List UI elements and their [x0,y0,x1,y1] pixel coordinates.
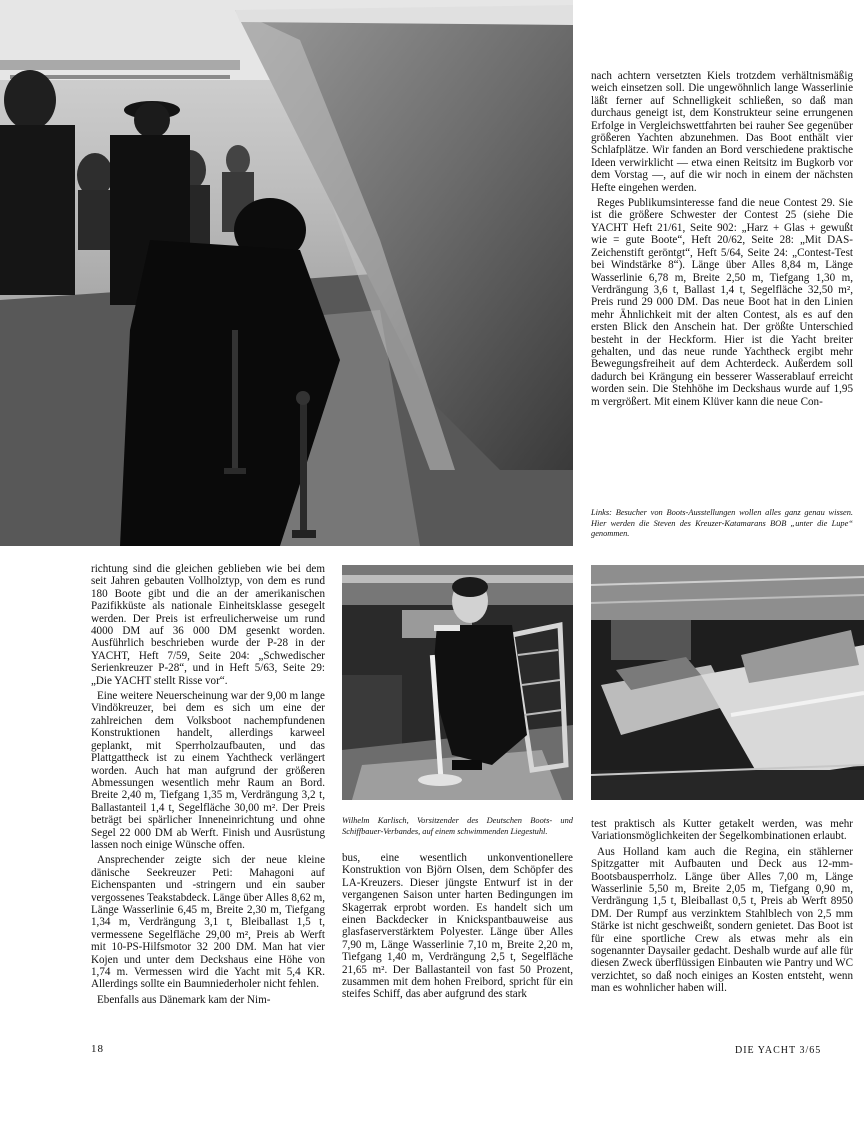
article-column-2 [342,852,573,1004]
article-column-right-top [591,70,853,411]
paragraph: nach achtern versetzten Kiels trotzdem verhältnismäßig weich einsetzen soll. Die ungewöhnlich lange Wasserlinie läßt ferner auf Schnelligkeit schließen, so daß man durchaus geneigt ist, dem Konstrukteur seine errungenen Erfolge in Vergleichswettfahrten bei rauher See gegenüber größeren Yachten abzunehmen. Das Boot enthält vier Schlafplätze. Wir fanden an Bord verschiedene praktische Ideen verwirklicht — etwa einen Reitsitz im Bugkorb vor dem Vorstag —, auf die wir noch in einem der nächsten Hefte eingehen werden. [591,70,853,194]
paragraph: richtung sind die gleichen geblieben wie bei dem seit Jahren gebauten Vollholztyp, von dem es rund 180 Boote gibt und die an der amerikanischen Pazifikküste als nationale Einheitsklasse gesegelt werden. Der Preis ist erfreulicherweise um rund 4000 DM auf 36 000 DM gesenkt worden. Ausführlich beschrieben wurde der P-28 in der YACHT, Heft 7/59, Seite 204: „Schwedischer Serienkreuzer P-28“, und in Heft 5/63, Seite 29: „Die YACHT stellt Risse vor“. [91,563,325,687]
article-column-3 [591,818,853,998]
paragraph: Aus Holland kam auch die Regina, ein stählerner Spitzgatter mit Aufbauten und Deck aus 12-mm-Bootsbausperrholz. Länge über Alles 7,00 m, Länge Wasserlinie 5,50 m, Breite 2,05 m, Tiefgang 0,90 m, Verdrängung 1,5 t, Bleiballast 0,5 t, Preis ab Werft 8950 DM. Der Rumpf aus verzinktem Stahlblech von 2,5 mm Stärke ist nicht geschweißt, sondern genietet. Das Boot ist für eine sportliche Crew als etwas mehr als ein sogenannter Daysailer gedacht. Deshalb wurde auf alle für diesen Zweck überflüssigen Einbauten wie Pantry und WC verzichtet, so daß noch einiges an Kosten entsteht, wenn man es wohnlicher haben will. [591,845,853,995]
photo-karlisch-deckchair [342,565,573,800]
caption-middle-photo: Wilhelm Karlisch, Vorsitzender des Deutschen Boots- und Schiffbauer-Verbandes, auf einem schwimmenden Liegestuhl. [342,816,573,836]
magazine-issue: DIE YACHT 3/65 [735,1045,822,1056]
article-column-1 [91,563,325,1009]
paragraph: Ansprechender zeigte sich der neue kleine dänische Seekreuzer Peti: Mahagoni auf Eichenspanten und -stringern und ein sauber vergossenes Teakstabdeck. Länge über Alles 8,62 m, Länge Wasserlinie 6,45 m, Breite 2,30 m, Tiefgang 1,34 m, Verdrängung 3,1 t, Bleiballast 1,5 t, vermessene Segelfläche 29,00 m², Preis ab Werft mit 10-PS-Hilfsmotor 32 200 DM. Man hat vier Kojen und unter dem Deckshaus eine Höhe von 1,74 m. Vermessen wird die Yacht mit 5,4 KR. Allerdings sollte ein Baumniederholer nicht fehlen. [91,854,325,991]
paragraph: bus, eine wesentlich unkonventionellere Konstruktion von Björn Olsen, dem Schöpfer des LA-Kreuzers. Dieser jüngste Entwurf ist in der vergangenen Saison unter harten Bedingungen im Skagerrak erprobt worden. Es handelt sich um einen Backdecker in Knickspantbauweise aus glasfaserverstärktem Polyester. Länge über Alles 7,90 m, Länge Wasserlinie 7,10 m, Breite 2,20 m, Tiefgang 1,40 m, Verdrängung 2,5 t, Segelfläche 21,65 m². Der Ballastanteil von fast 50 Prozent, zusammen mit dem hohen Freibord, spricht für ein steifes Schiff, das aber aufgrund des stark [342,852,573,1001]
photo-exhibition-visitors [0,0,573,546]
photo-motorboats-hall [591,565,864,800]
paragraph: test praktisch als Kutter getakelt werden, was mehr Variationsmöglichkeiten der Segelkombinationen erlaubt. [591,818,853,843]
paragraph: Eine weitere Neuerscheinung war der 9,00 m lange Vindökreuzer, bei dem es sich um eine der zahlreichen dem Volksboot nachempfundenen Konstruktionen handelt, allerdings karweel geplankt, mit Sperrholzaufbauten, und das Plattgattheck ist zu einem Yachtheck verlängert worden. Auch hat man aufgrund der größeren Abmessungen wesentlich mehr Raum an Bord. Breite 2,40 m, Tiefgang 1,35 m, Verdrängung 3,2 t, Ballastanteil 1,4 t, Segelfläche 30,00 m². Der Preis beträgt bei spärlicher Inneneinrichtung und ohne Segel 22 000 DM ab Werft. Finish und Ausrüstung lassen noch einige Wünsche offen. [91,690,325,851]
caption-top-photo: Links: Besucher von Boots-Ausstellungen wollen alles ganz genau wissen. Hier werden die Steven des Kreuzer-Katamarans BOB „unter die Lupe“ genommen. [591,508,853,538]
page-number: 18 [91,1043,104,1055]
paragraph: Ebenfalls aus Dänemark kam der Nim- [97,993,271,1006]
paragraph: Reges Publikumsinteresse fand die neue Contest 29. Sie ist die größere Schwester der Contest 25 (siehe Die YACHT Heft 21/61, Seite 902: „Harz + Glas + gewußt wie = gute Boote“, Heft 20/62, Seite 28: „Mit DAS-Zeichenstift geröntgt“, Heft 5/64, Seite 24: „Contest-Test bei Windstärke 8“). Länge über Alles 8,84 m, Länge Wasserlinie 6,78 m, Breite 2,50 m, Tiefgang 1,30 m, Verdrängung 3,6 t, Ballast 1,4 t, Segelfläche 32,50 m², Preis rund 29 000 DM. Das neue Boot hat in den Linien mehr Ähnlichkeit mit der alten Contest, als es auf den ersten Blick den Anschein hat. Der größte Unterschied besteht in der Heckform. Hier ist die Yacht breiter gehalten, und das neue runde Yachtheck ergibt mehr Bewegungsfreiheit auf dem Achterdeck. Außerdem soll dadurch bei Krängung ein besserer Wasserablauf erreicht worden sein. Die Stehhöhe im Deckshaus wurde auf 1,95 m vergrößert. Mit einem Klüver kann die neue Con- [591,197,853,408]
